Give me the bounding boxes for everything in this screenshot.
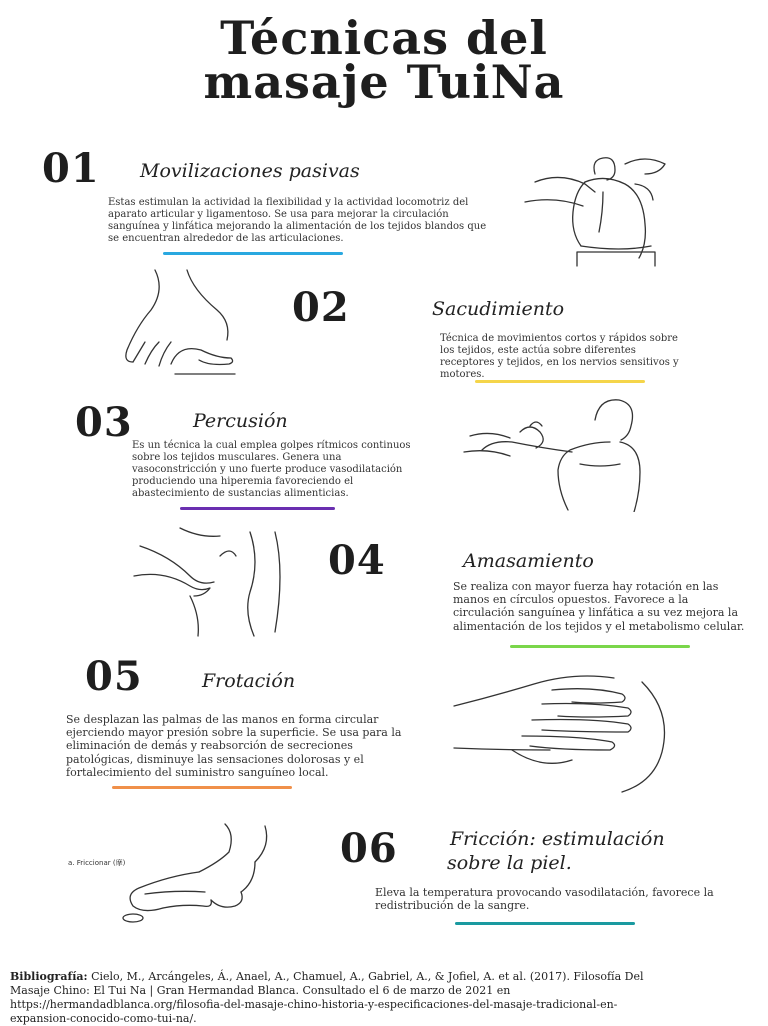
illustration-percussion — [460, 392, 680, 512]
section-heading-01: Movilizaciones pasivas — [140, 160, 360, 182]
section-heading-05: Frotación — [202, 670, 296, 692]
bibliography — [10, 970, 660, 1026]
section-number-06: 06 — [340, 825, 398, 872]
section-number-05: 05 — [85, 653, 143, 700]
bibliography-text: Cielo, M., Arcángeles, Á., Anael, A., Chamuel, A., Gabriel, A., & Jofiel, A. et al. (2017). Filosofía Del Masaje Chino: El Tui Na | Gran Hermandad Blanca. Consultado el 6 de marzo de 2021 en https://hermandadblanca.org/filosofia-del-masaje-chino-historia-y-especificaciones-del-masaje-tradicional-en-expansion-conocido-como-tui-na/. — [10, 970, 644, 1025]
illustration-friction — [115, 822, 275, 927]
section-divider-05 — [112, 786, 292, 789]
section-heading-02: Sacudimiento — [432, 298, 565, 320]
page-title-line-1: Técnicas del — [220, 11, 548, 65]
section-body-02: Técnica de movimientos cortos y rápidos sobre los tejidos, este actúa sobre diferentes receptores y tejidos, en los nervios sensitivos y motores. — [440, 333, 679, 380]
illustration-rubbing — [452, 668, 687, 793]
illustration-passive-mobilization — [515, 152, 690, 267]
section-body-01: Estas estimulan la actividad la flexibilidad y la actividad locomotriz del aparato articular y ligamentoso. Se usa para mejorar la circulación sanguínea y linfática mejorando la alimentación de los tejidos blandos que se encuentran alrededor de las articulaciones. — [108, 197, 487, 244]
section-heading-03: Percusión — [193, 410, 288, 432]
page-title-line-2: masaje TuiNa — [203, 55, 565, 109]
section-number-02: 02 — [292, 284, 350, 331]
section-body-04: Se realiza con mayor fuerza hay rotación en las manos en círculos opuestos. Favorece a la circulación sanguínea y linfática a su vez mejora la alimentación de los tejidos y el metabolismo celular. — [453, 580, 745, 633]
section-heading-06-line-1: Fricción: estimulación — [450, 828, 665, 850]
section-number-04: 04 — [328, 537, 386, 584]
section-divider-04 — [510, 645, 690, 648]
section-number-01: 01 — [42, 145, 100, 192]
illustration-caption: a. Friccionar (摩) — [68, 859, 126, 867]
illustration-shaking-hand — [115, 268, 245, 378]
section-body-05: Se desplazan las palmas de las manos en forma circular ejerciendo mayor presión sobre la superficie. Se usa para la eliminación de demás y reabsorción de secreciones patológicas, disminuye las sensaciones dolorosas y el fortalecimiento del suministro sanguíneo local. — [66, 713, 402, 779]
section-number-03: 03 — [75, 399, 133, 446]
section-heading-04: Amasamiento — [463, 550, 594, 572]
bibliography-label: Bibliografía: — [10, 970, 88, 983]
section-body-06: Eleva la temperatura provocando vasodilatación, favorece la redistribución de la sangre. — [375, 886, 714, 913]
section-body-03: Es un técnica la cual emplea golpes rítmicos continuos sobre los tejidos musculares. Genera una vasoconstricción y uno fuerte produce vasodilatación produciendo una hiperemia favoreciendo el abastecimiento de sustancias alimenticias. — [132, 440, 411, 499]
section-divider-03 — [180, 507, 335, 510]
section-heading-06-line-2: sobre la piel. — [447, 852, 572, 874]
section-divider-01 — [163, 252, 343, 255]
section-divider-06 — [455, 922, 635, 925]
illustration-kneading — [130, 526, 295, 638]
section-divider-02 — [475, 380, 645, 383]
